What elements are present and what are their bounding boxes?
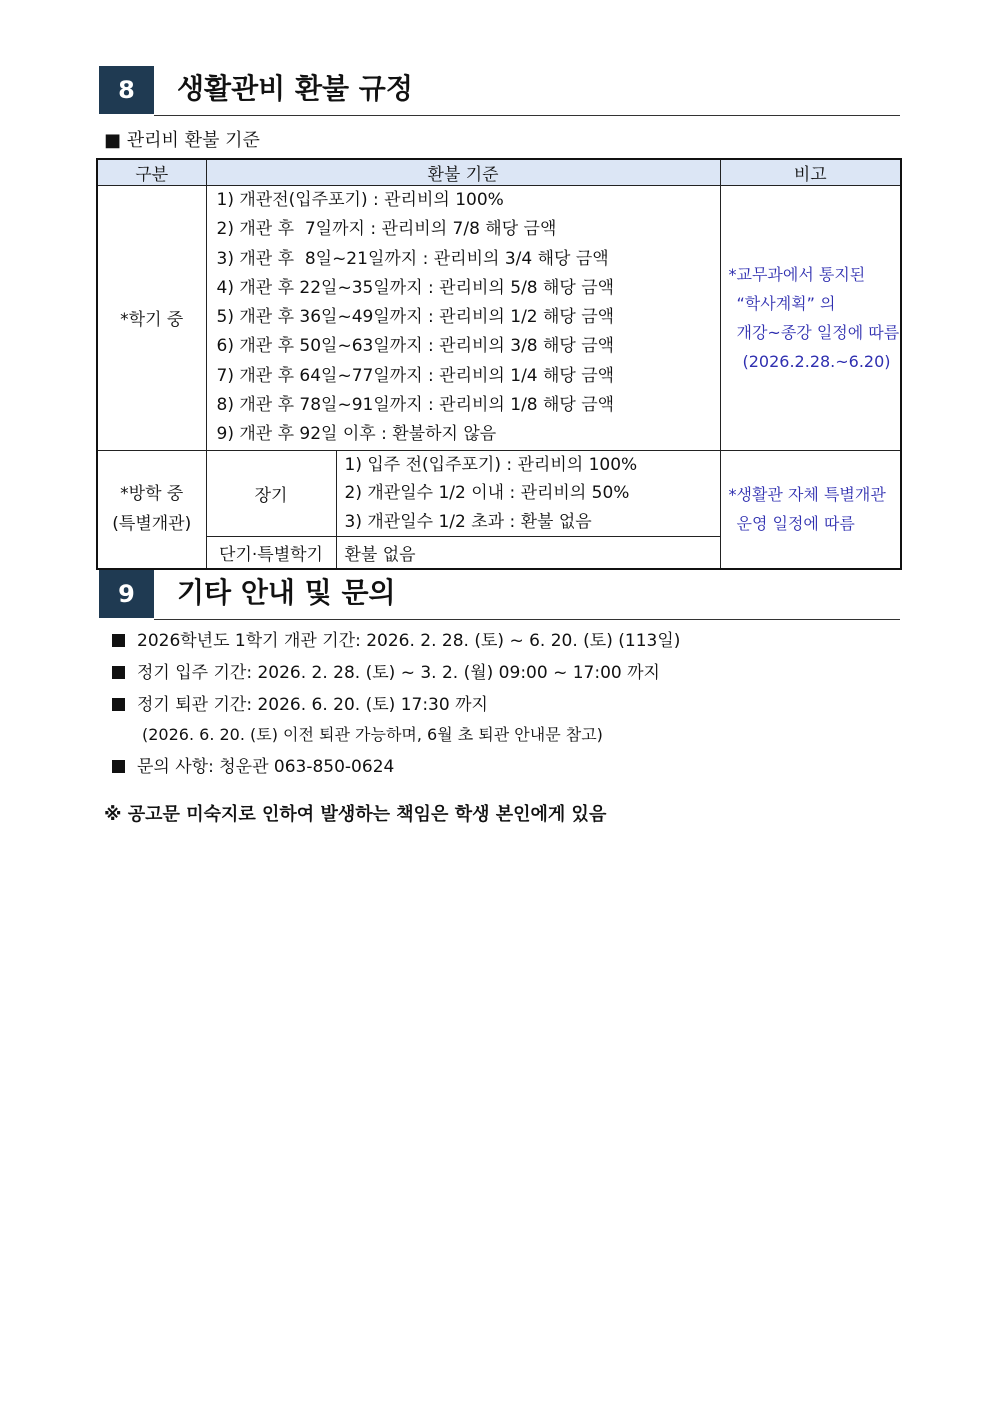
vacation-label-line1: *방학 중 (120, 484, 184, 505)
list-item: 7) 개관 후 64일~77일까지 : 관리비의 1/4 해당 금액 (216, 365, 615, 386)
section-8-title: 생활관비 환불 규정 (177, 72, 413, 105)
note-line: *생활관 자체 특별개관 (728, 485, 886, 505)
list-item: 6) 개관 후 50일~63일까지 : 관리비의 3/8 해당 금액 (216, 336, 615, 357)
info-text: 2026학년도 1학기 개관 기간: 2026. 2. 28. (토) ~ 6. 20. (토) (113일) (137, 631, 681, 651)
section-9-number: 9 (99, 570, 154, 618)
vacation-long-row (97, 450, 901, 537)
refund-table (96, 158, 902, 570)
list-item: 9) 개관 후 92일 이후 : 환불하지 않음 (216, 424, 497, 445)
list-item: 1) 개관전(입주포기) : 관리비의 100% (216, 190, 504, 210)
info-text: 정기 입주 기간: 2026. 2. 28. (토) ~ 3. 2. (월) 09:00 ~ 17:00 까지 (137, 663, 660, 683)
long-term-rules (336, 450, 720, 537)
list-item: 3) 개관 후 8일~21일까지 : 관리비의 3/4 해당 금액 (216, 248, 609, 269)
info-item-move-out (112, 690, 488, 715)
list-item: 4) 개관 후 22일~35일까지 : 관리비의 5/8 해당 금액 (216, 277, 615, 298)
semester-rules (206, 186, 720, 451)
list-item: 3) 개관일수 1/2 초과 : 환불 없음 (344, 511, 592, 532)
note-line: 개강~종강 일정에 따름 (736, 322, 900, 342)
list-item: 2) 개관 후 7일까지 : 관리비의 7/8 해당 금액 (216, 219, 557, 240)
refund-subheading-text: 관리비 환불 기준 (126, 130, 260, 151)
warning-notice: ※ 공고문 미숙지로 인하여 발생하는 책임은 학생 본인에게 있음 (104, 804, 607, 825)
semester-row (97, 186, 901, 451)
section-9-title: 기타 안내 및 문의 (177, 576, 396, 609)
section-9-header (99, 570, 900, 618)
short-term-label: 단기·특별학기 (206, 537, 336, 569)
info-item-move-in (112, 658, 660, 683)
square-bullet-icon (112, 698, 125, 711)
header-category: 구분 (97, 159, 206, 186)
vacation-label (97, 450, 206, 569)
short-term-rule: 환불 없음 (336, 537, 720, 569)
long-term-label: 장기 (206, 450, 336, 537)
info-item-contact (112, 752, 394, 777)
table-header-row (97, 159, 901, 186)
square-bullet-icon (112, 760, 125, 773)
section-8-divider (154, 115, 900, 116)
section-9-divider (154, 619, 900, 620)
note-line: (2026.2.28.~6.20) (742, 351, 891, 371)
list-item: 8) 개관 후 78일~91일까지 : 관리비의 1/8 해당 금액 (216, 395, 615, 416)
refund-subheading (104, 126, 260, 152)
info-text: 문의 사항: 청운관 063-850-0624 (137, 757, 395, 777)
header-remarks: 비고 (720, 159, 901, 186)
square-bullet-icon (112, 666, 125, 679)
vacation-label-line2: (특별개관) (112, 514, 192, 535)
note-line: “학사계획” 의 (736, 293, 836, 313)
info-text: 정기 퇴관 기간: 2026. 6. 20. (토) 17:30 까지 (137, 695, 488, 715)
section-8-number: 8 (99, 66, 154, 114)
list-item: 2) 개관일수 1/2 이내 : 관리비의 50% (344, 483, 630, 504)
list-item: 5) 개관 후 36일~49일까지 : 관리비의 1/2 해당 금액 (216, 307, 615, 328)
note-line: *교무과에서 통지된 (728, 264, 866, 284)
info-item-open-period (112, 626, 680, 651)
list-item: 1) 입주 전(입주포기) : 관리비의 100% (344, 454, 638, 475)
square-bullet-icon: ■ (104, 130, 122, 151)
square-bullet-icon (112, 634, 125, 647)
note-line: 운영 일정에 따름 (736, 514, 855, 534)
semester-note (720, 186, 901, 451)
semester-label: *학기 중 (97, 186, 206, 451)
vacation-note (720, 450, 901, 569)
checkout-note: (2026. 6. 20. (토) 이전 퇴관 가능하며, 6월 초 퇴관 안내문 참고) (142, 725, 603, 744)
section-8-header (99, 66, 900, 114)
header-criteria: 환불 기준 (206, 159, 720, 186)
